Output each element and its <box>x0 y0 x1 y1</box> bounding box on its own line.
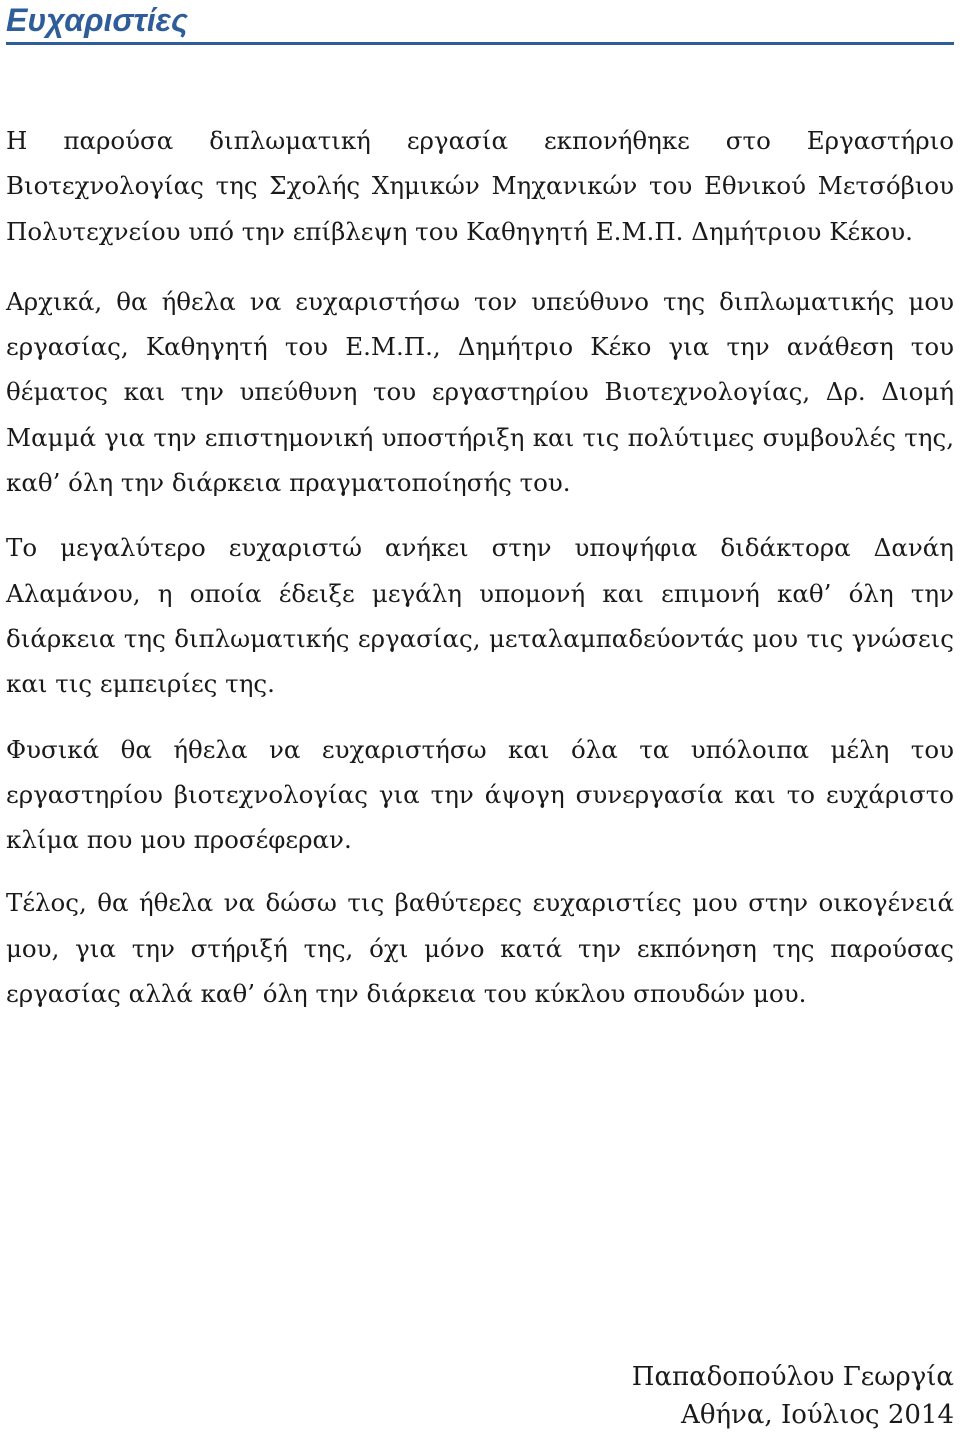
document-body <box>6 118 954 1040</box>
paragraph-lab-members: Φυσικά θα ήθελα να ευχαριστήσω και όλα τα υπόλοιπα μέλη του εργαστηρίου βιοτεχνολογίας για την άψογη συνεργασία και το ευχάριστο κλίμα που μου προσέφεραν. <box>6 734 954 855</box>
paragraph-phd-candidate: Το μεγαλύτερο ευχαριστώ ανήκει στην υποψήφια διδάκτορα Δανάη Αλαμάνου, η οποία έδειξε μεγάλη υπομονή και επιμονή καθ’ όλη την διάρκεια της διπλωματικής εργασίας, μεταλαμπαδεύοντάς μου τις γνώσεις και τις εμπειρίες της. <box>6 533 954 699</box>
paragraph-supervisors: Αρχικά, θα ήθελα να ευχαριστήσω τον υπεύθυνο της διπλωματικής μου εργασίας, Καθηγητή του Ε.Μ.Π., Δημήτριο Κέκο για την ανάθεση του θέματος και την υπεύθυνη του εργαστηρίου Βιοτεχνολογίας, Δρ. Διομή Μαμμά για την επιστημονική υποστήριξη και τις πολύτιμες συμβουλές της, καθ’ όλη την διάρκεια πραγματοποίησής του. <box>6 286 954 498</box>
signature-block <box>632 1358 954 1434</box>
section-heading <box>6 0 954 45</box>
paragraph-family: Τέλος, θα ήθελα να δώσω τις βαθύτερες ευχαριστίες μου στην οικογένειά μου, για την στήριξή της, όχι μόνο κατά την εκπόνηση της παρούσας εργασίας αλλά καθ’ όλη την διάρκεια του κύκλου σπουδών μου. <box>6 888 954 1009</box>
paragraph-intro: Η παρούσα διπλωματική εργασία εκπονήθηκε στο Εργαστήριο Βιοτεχνολογίας της Σχολής Χημικών Μηχανικών του Εθνικού Μετσόβιου Πολυτεχνείου υπό την επίβλεψη του Καθηγητή Ε.Μ.Π. Δημήτριου Κέκου. <box>6 126 954 246</box>
author-name: Παπαδοπούλου Γεωργία <box>631 1362 954 1392</box>
page-title: Ευχαριστίες <box>6 2 188 38</box>
place-date: Αθήνα, Ιούλιος 2014 <box>681 1400 954 1430</box>
